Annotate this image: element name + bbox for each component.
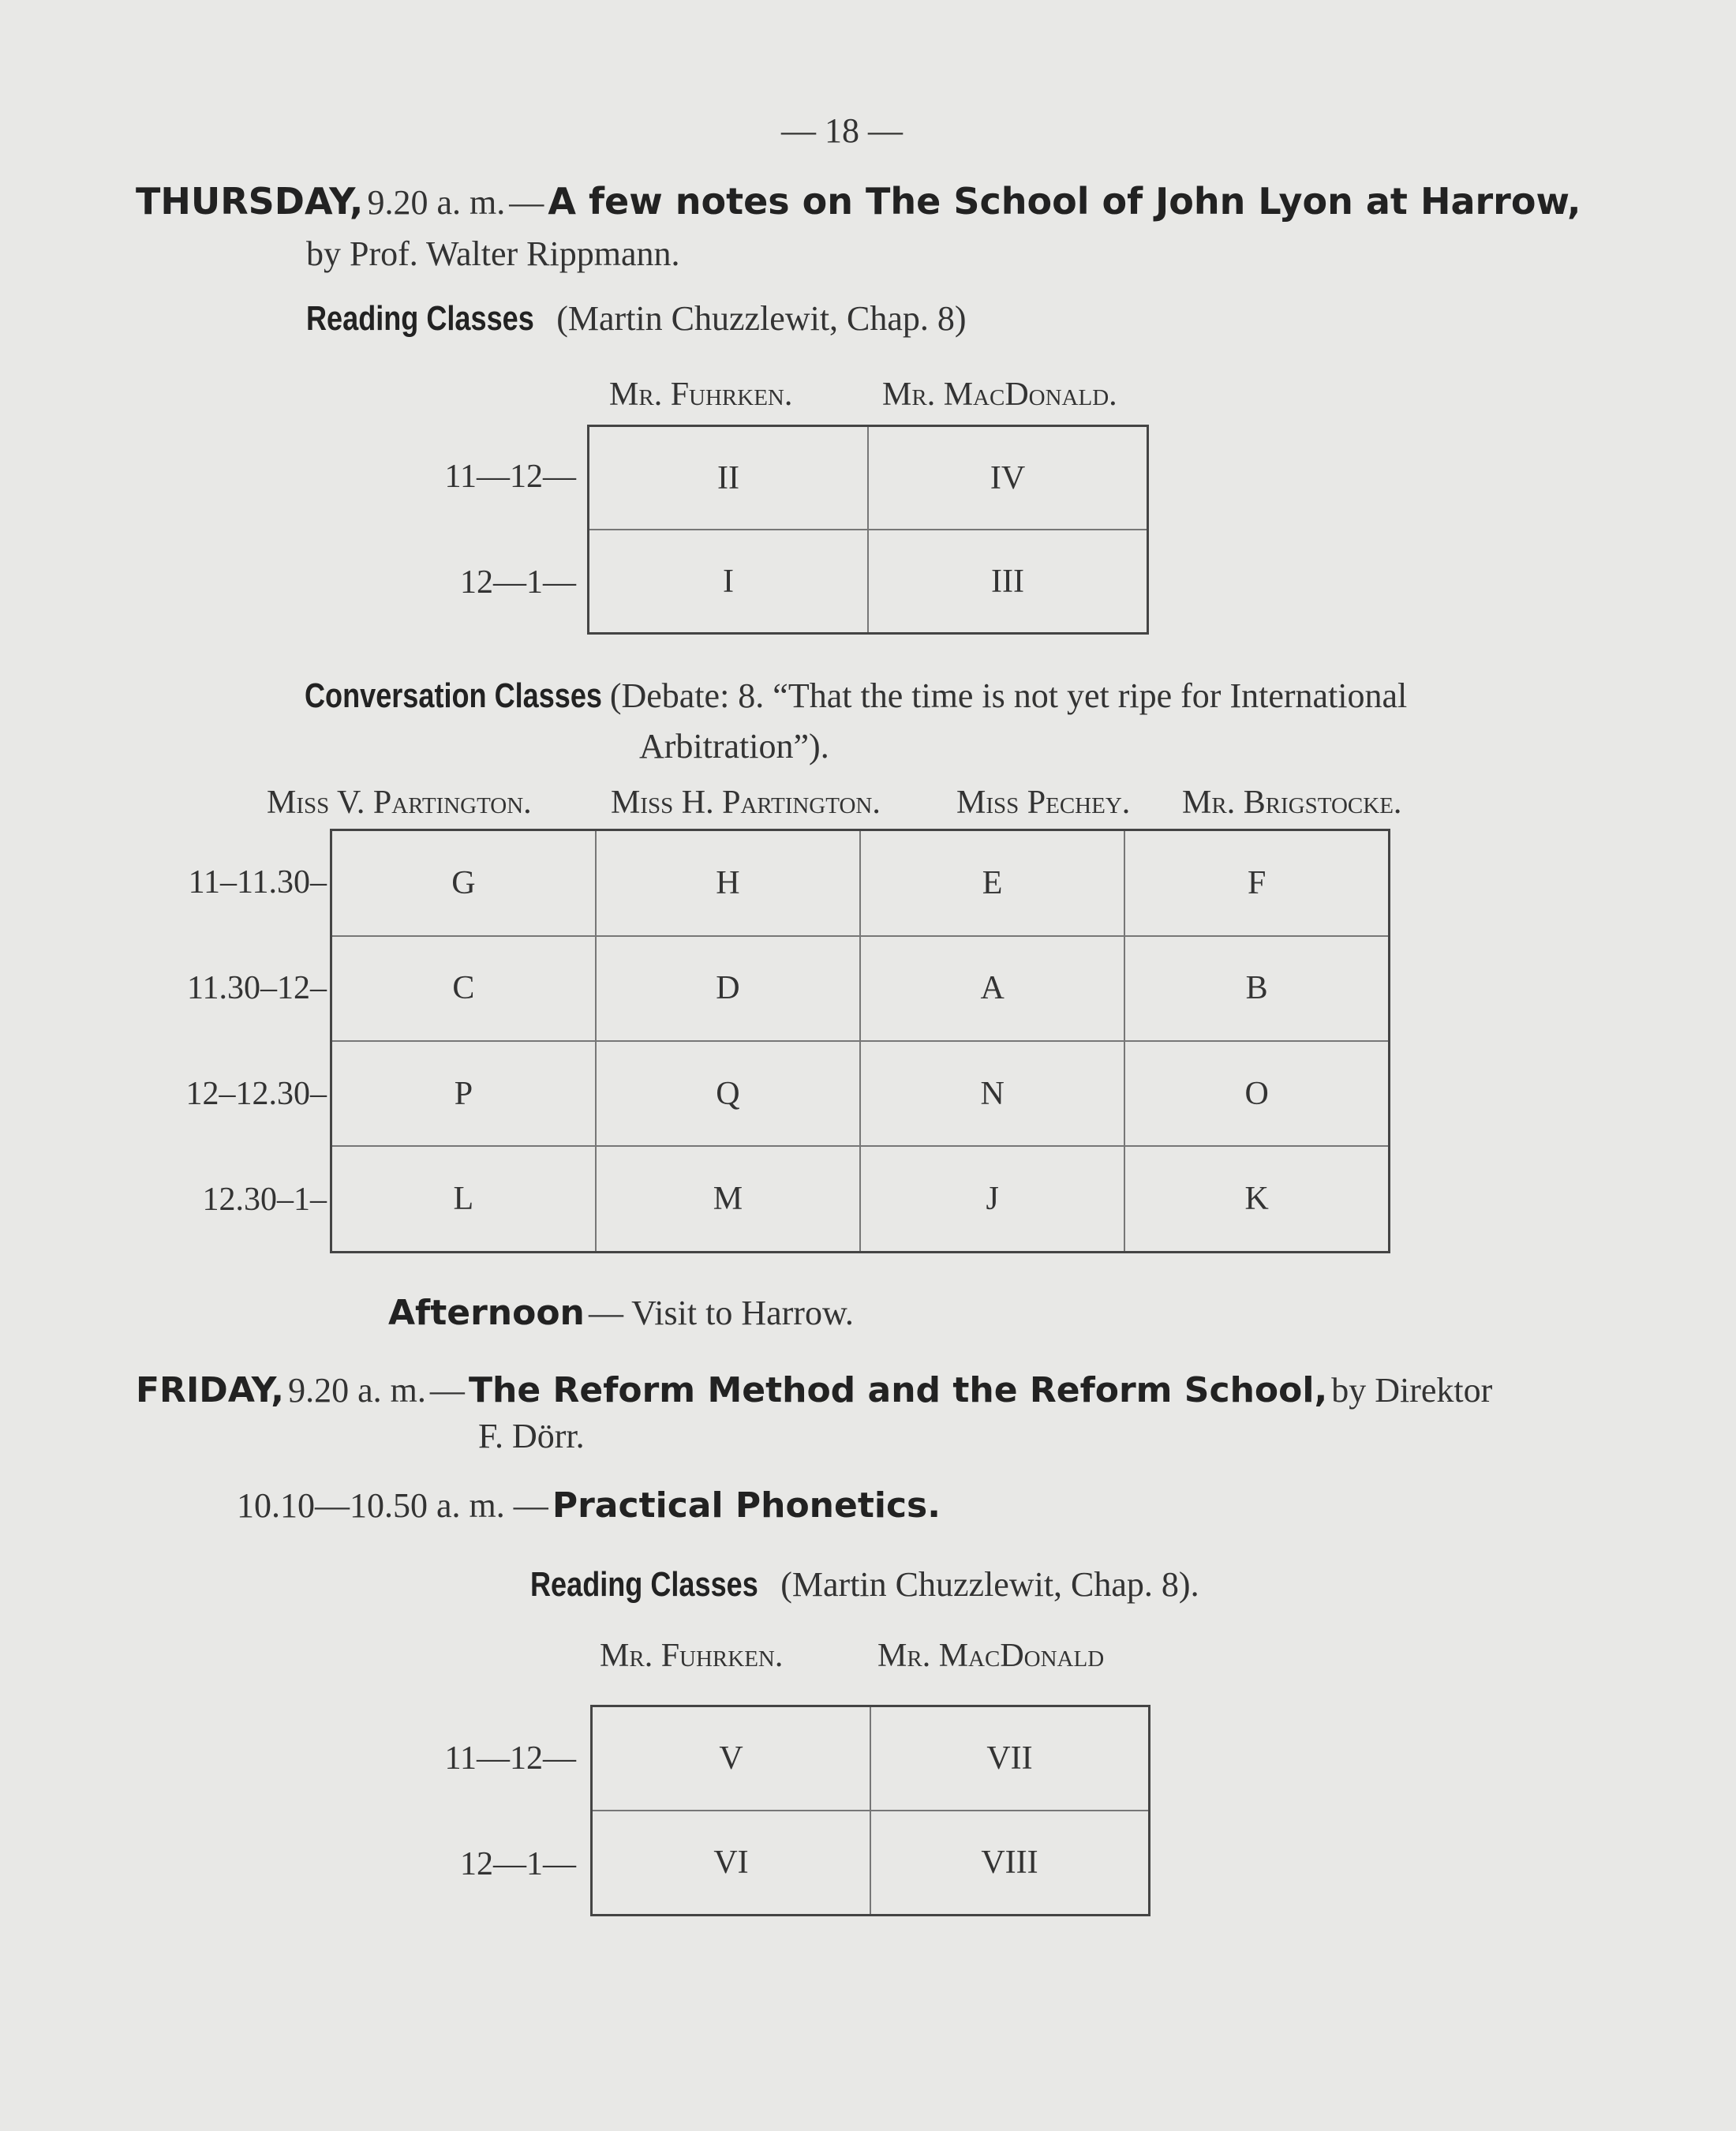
table-cell: M [596, 1146, 860, 1252]
table-cell: D [596, 936, 860, 1041]
table-cell: VII [870, 1706, 1150, 1811]
friday-lecture-title: The Reform Method and the Reform School, [469, 1370, 1328, 1410]
friday-reading-note: (Martin Chuzzlewit, Chap. 8). [780, 1565, 1199, 1604]
table-cell: H [596, 830, 860, 936]
conversation-teacher-2: Miss H. Partington. [611, 785, 881, 821]
conversation-teacher-4: Mr. Brigstocke. [1182, 785, 1402, 821]
conversation-time-3: 12–12.30– [185, 1076, 327, 1112]
table-cell: P [331, 1041, 596, 1146]
table-cell: III [868, 530, 1148, 634]
conversation-table [330, 829, 1390, 1253]
table-cell: VIII [870, 1811, 1150, 1916]
thursday-reading-teacher-2: Mr. MacDonald. [882, 376, 1117, 413]
table-cell: O [1124, 1041, 1389, 1146]
table-cell: V [592, 1706, 871, 1811]
phonetics-line [237, 1485, 941, 1526]
table-row [592, 1811, 1150, 1916]
friday-reading-table [590, 1705, 1150, 1916]
friday-reading-time-2: 12—1— [460, 1846, 576, 1882]
friday-reading-heading: Reading Classes [530, 1565, 758, 1604]
friday-reading-teacher-1: Mr. Fuhrken. [600, 1638, 784, 1674]
table-cell: A [860, 936, 1124, 1041]
conversation-note-line2: Arbitration”). [639, 727, 829, 766]
thursday-reading-heading-line [306, 298, 967, 339]
table-cell: VI [592, 1811, 871, 1916]
table-row [331, 830, 1390, 936]
thursday-reading-table [587, 425, 1149, 635]
thursday-reading-note: (Martin Chuzzlewit, Chap. 8) [556, 299, 967, 338]
thursday-reading-time-2: 12—1— [460, 564, 576, 601]
friday-lecture-by: by Direktor [1331, 1371, 1493, 1410]
thursday-day: THURSDAY, [136, 180, 364, 223]
table-row [592, 1706, 1150, 1811]
table-cell: E [860, 830, 1124, 936]
table-row [589, 426, 1148, 530]
table-cell: B [1124, 936, 1389, 1041]
phonetics-time: 10.10—10.50 a. m. — [237, 1486, 548, 1525]
table-cell: K [1124, 1146, 1389, 1252]
page-number: — 18 — [781, 111, 903, 150]
conversation-note-line1: (Debate: 8. “That the time is not yet ripe for International [609, 676, 1408, 715]
friday-dash: — [429, 1371, 465, 1410]
afternoon-label: Afternoon [388, 1293, 585, 1333]
table-cell: C [331, 936, 596, 1041]
table-row [331, 1146, 1390, 1252]
conversation-teacher-1: Miss V. Partington. [267, 785, 532, 821]
conversation-heading: Conversation Classes [305, 676, 602, 715]
table-cell: G [331, 830, 596, 936]
thursday-reading-heading: Reading Classes [306, 299, 534, 338]
thursday-reading-teacher-1: Mr. Fuhrken. [609, 376, 793, 413]
conversation-time-1: 11–11.30– [188, 864, 327, 901]
table-row [331, 936, 1390, 1041]
phonetics-title: Practical Phonetics. [552, 1485, 941, 1526]
table-row [331, 1041, 1390, 1146]
table-cell: IV [868, 426, 1148, 530]
afternoon-line [388, 1293, 854, 1333]
table-row [589, 530, 1148, 634]
conversation-time-4: 12.30–1– [202, 1182, 327, 1218]
table-cell: F [1124, 830, 1389, 936]
table-cell: J [860, 1146, 1124, 1252]
friday-reading-heading-line [530, 1564, 1199, 1605]
table-cell: L [331, 1146, 596, 1252]
thursday-lecture-title: A few notes on The School of John Lyon at Harrow, [548, 180, 1581, 223]
thursday-lecture-line [136, 180, 1581, 223]
thursday-time: 9.20 a. m. [367, 183, 506, 222]
friday-day: FRIDAY, [136, 1370, 284, 1410]
conversation-heading-line [305, 676, 1407, 716]
table-cell: I [589, 530, 869, 634]
conversation-time-2: 11.30–12– [187, 970, 327, 1006]
friday-lecture-byline: F. Dörr. [478, 1417, 585, 1455]
thursday-reading-time-1: 11—12— [444, 459, 576, 495]
friday-time: 9.20 a. m. [288, 1371, 426, 1410]
friday-reading-time-1: 11—12— [444, 1740, 576, 1777]
conversation-teacher-3: Miss Pechey. [956, 785, 1131, 821]
thursday-lecture-byline: by Prof. Walter Rippmann. [306, 234, 680, 273]
table-cell: N [860, 1041, 1124, 1146]
table-cell: Q [596, 1041, 860, 1146]
table-cell: II [589, 426, 869, 530]
thursday-dash: — [509, 183, 544, 222]
afternoon-text: — Visit to Harrow. [588, 1294, 854, 1332]
friday-reading-teacher-2: Mr. MacDonald [877, 1638, 1105, 1674]
friday-lecture-line [136, 1370, 1492, 1410]
